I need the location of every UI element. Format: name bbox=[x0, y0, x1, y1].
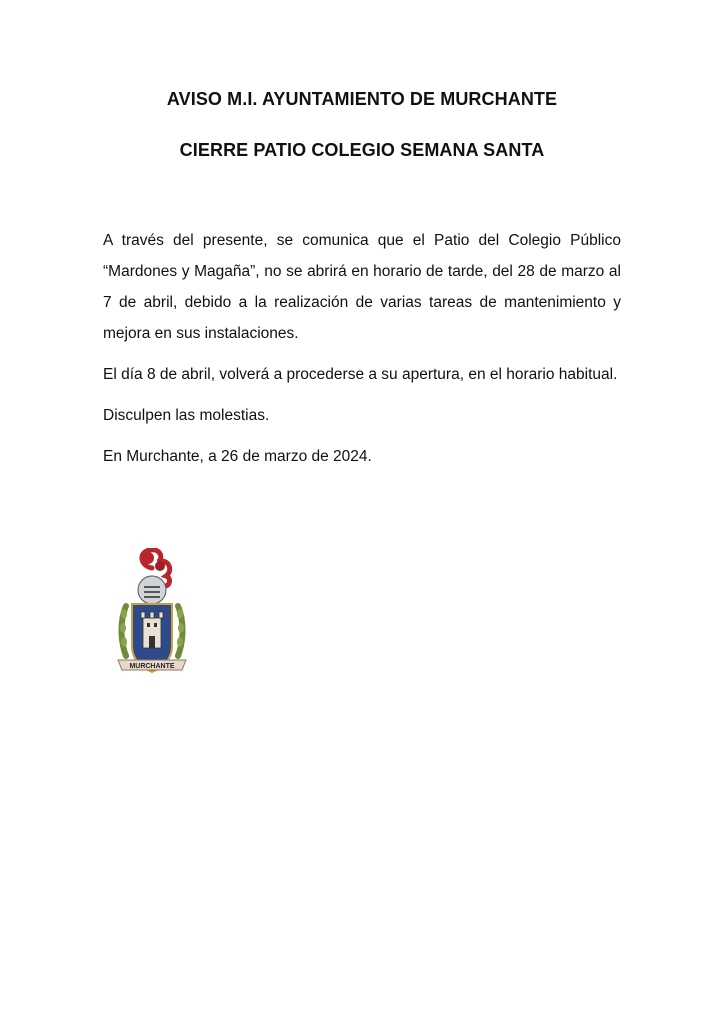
paragraph-reopening: El día 8 de abril, volverá a procederse a su apertura, en el horario habitual. bbox=[103, 366, 618, 383]
paragraph-announcement: A través del presente, se comunica que el Patio del Colegio Público “Mardones y Magaña”, no se abrirá en horario de tarde, del 28 de marzo al 7 de abril, debido a la realización de varias tareas de mantenimiento y mejora en sus instalaciones. bbox=[103, 232, 621, 342]
coat-of-arms-banner: MURCHANTE bbox=[129, 663, 175, 670]
notice-subtitle: CIERRE PATIO COLEGIO SEMANA SANTA bbox=[179, 140, 545, 160]
paragraph-date: En Murchante, a 26 de marzo de 2024. bbox=[103, 448, 372, 465]
notice-title: AVISO M.I. AYUNTAMIENTO DE MURCHANTE bbox=[166, 89, 558, 109]
paragraph-apology: Disculpen las molestias. bbox=[103, 407, 270, 424]
coat-of-arms-icon bbox=[112, 548, 192, 680]
notice-body bbox=[103, 225, 621, 482]
